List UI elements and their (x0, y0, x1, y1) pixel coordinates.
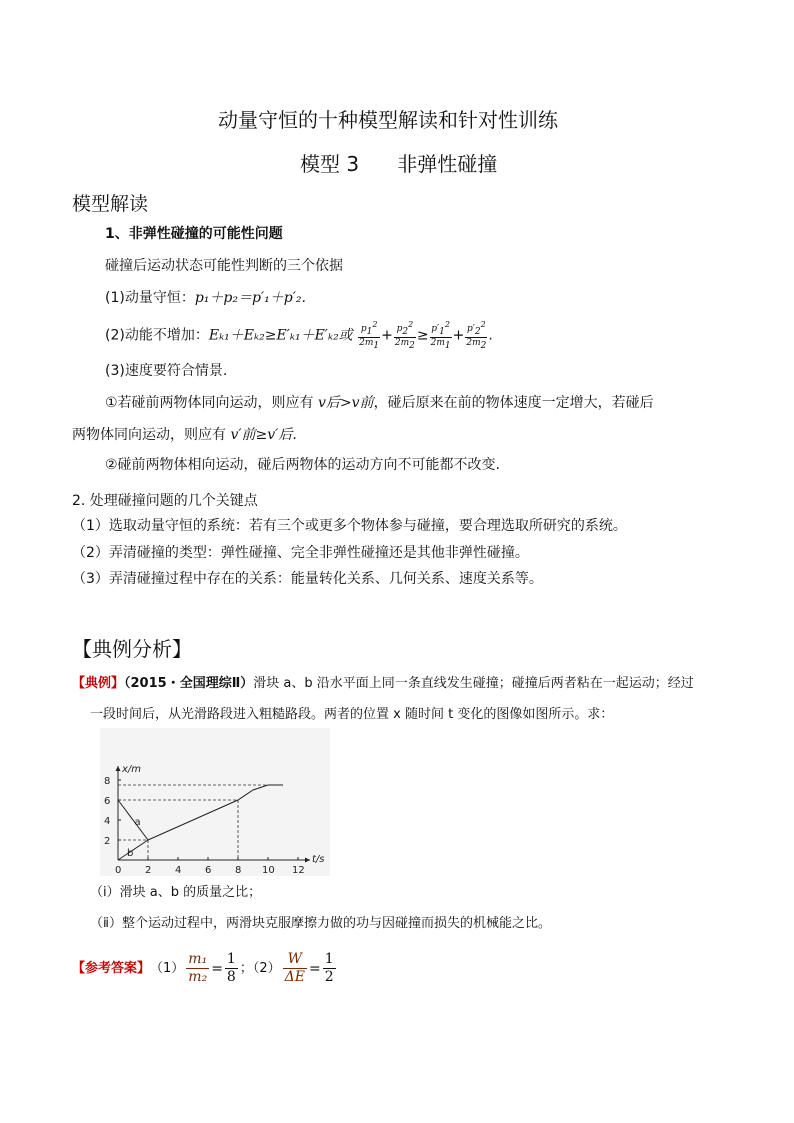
answer-value-1 (225, 951, 238, 986)
answer-value-1-num: 1 (226, 951, 236, 967)
rule-velocity: (3)速度要符合情景. (105, 363, 228, 379)
mass-ratio-den: m₂ (188, 969, 208, 985)
section2-point2: （2）弄清碰撞的类型：弹性碰撞、完全非弹性碰撞还是其他非弹性碰撞。 (72, 545, 529, 561)
case1-line1-b: v后>v前 (318, 395, 374, 411)
x-tick-label-2: 2 (145, 865, 152, 876)
mass-ratio-fraction (186, 951, 209, 986)
case2-line: ②碰前两物体相向运动，碰后两物体的运动方向不可能都不改变. (105, 457, 500, 473)
fraction-p1-sq: $\frac{p_1^2}{2m_1}$ (359, 320, 380, 351)
answer-value-2 (323, 951, 336, 986)
model-subtitle: 模型 3 非弹性碰撞 (300, 152, 498, 176)
x-tick-label-8: 8 (235, 865, 242, 876)
section2-point1: （1）选取动量守恒的系统：若有三个或更多个物体参与碰撞，要合理选取所研究的系统。 (72, 518, 627, 534)
y-tick-label-8: 8 (104, 776, 111, 787)
rule2-formula: Eₖ₁＋Eₖ₂≥E′ₖ₁＋E′ₖ₂或 (208, 327, 353, 344)
answer-value-2-den: 2 (324, 969, 334, 985)
x-axis-label: t/s (312, 854, 325, 865)
y-tick-label-6: 6 (104, 796, 111, 807)
fraction-p1p-sq: $\frac{p'_1^2}{2m_1}$ (430, 320, 451, 351)
answer-tag: 【参考答案】 (72, 960, 151, 976)
section2-title: 2. 处理碰撞问题的几个关键点 (72, 493, 258, 509)
question-2: （ⅱ）整个运动过程中，两滑块克服摩擦力做的功与因碰撞而损失的机械能之比。 (90, 916, 551, 931)
answer-sep: ；（2） (239, 960, 281, 976)
x-tick-label-0: 0 (115, 865, 122, 876)
fraction-p2p-sq: $\frac{p'_2^2}{2m_2}$ (466, 320, 487, 351)
fraction-p2-sq: $\frac{p_2^2}{2m_2}$ (394, 320, 415, 351)
x-tick-label-4: 4 (175, 865, 182, 876)
work-energy-num: W (283, 951, 307, 969)
y-tick-label-2: 2 (104, 836, 111, 847)
case1-line2-b: v′前≥v′后. (230, 427, 297, 443)
section2-point3: （3）弄清碰撞过程中存在的关系：能量转化关系、几何关系、速度关系等。 (72, 571, 543, 587)
case1-line2-a: 两物体同向运动，则应有 (72, 427, 231, 443)
rule1-prefix: (1)动量守恒： (105, 290, 195, 306)
case1-line1 (105, 393, 654, 413)
annotation-b: b (127, 848, 134, 859)
graph-background (100, 728, 330, 876)
question-1: （ⅰ）滑块 a、b 的质量之比； (90, 885, 262, 900)
section-heading-model-interpretation: 模型解读 (72, 193, 149, 215)
rule-kinetic-energy: (2)动能不增加：Eₖ₁＋Eₖ₂≥E′ₖ₁＋E′ₖ₂或 $\frac{p_1^2}{2m_1}$ + $\frac{p_2^2}{2m_2}$ ≥ $\frac{p'_1^2}{2m_1}$ + $\frac{p'_2^2}{2m_2}$ . (105, 320, 493, 351)
work-energy-fraction (283, 951, 307, 986)
intro-three-criteria: 碰撞后运动状态可能性判断的三个依据 (105, 258, 343, 274)
case1-line1-a: ①若碰前两物体同向运动，则应有 (105, 395, 319, 411)
mass-ratio-num: m₁ (188, 951, 208, 967)
page-title: 动量守恒的十种模型解读和针对性训练 (218, 108, 558, 132)
work-energy-den: ΔE (284, 969, 305, 985)
y-axis-label: x/m (122, 764, 142, 775)
answer-eq-2: = (308, 960, 321, 977)
answer-eq-1: = (211, 960, 223, 977)
example-line2: 一段时间后，从光滑路段进入粗糙路段。两者的位置 x 随时间 t 变化的图像如图所示。求： (90, 707, 614, 722)
reference-answer (72, 951, 338, 986)
example-tag: 【典例】 (72, 676, 125, 691)
case1-line2 (72, 425, 297, 445)
rule-momentum-conservation (105, 288, 306, 308)
x-tick-label-10: 10 (262, 865, 275, 876)
example-line1 (72, 675, 694, 693)
rule2-prefix: (2)动能不增加： (105, 327, 209, 344)
example-analysis-heading: 【典例分析】 (72, 637, 192, 661)
answer-part1-label: （1） (150, 960, 185, 976)
y-tick-label-4: 4 (104, 816, 111, 827)
answer-value-2-num: 1 (324, 951, 334, 967)
example-text-line1: 滑块 a、b 沿水平面上同一条直线发生碰撞；碰撞后两者粘在一起运动；经过 (253, 676, 694, 691)
annotation-a: a (134, 817, 141, 828)
example-source: （2015・全国理综Ⅱ） (124, 676, 254, 691)
answer-value-1-den: 8 (226, 969, 236, 985)
x-tick-label-12: 12 (292, 865, 305, 876)
rule1-formula: p₁＋p₂＝p′₁＋p′₂. (194, 290, 306, 306)
x-tick-label-6: 6 (205, 865, 212, 876)
case1-line1-c: ，碰后原来在前的物体速度一定增大，若碰后 (373, 395, 654, 411)
item-title-possibility: 1、非弹性碰撞的可能性问题 (105, 226, 283, 242)
position-time-graph (100, 728, 330, 876)
